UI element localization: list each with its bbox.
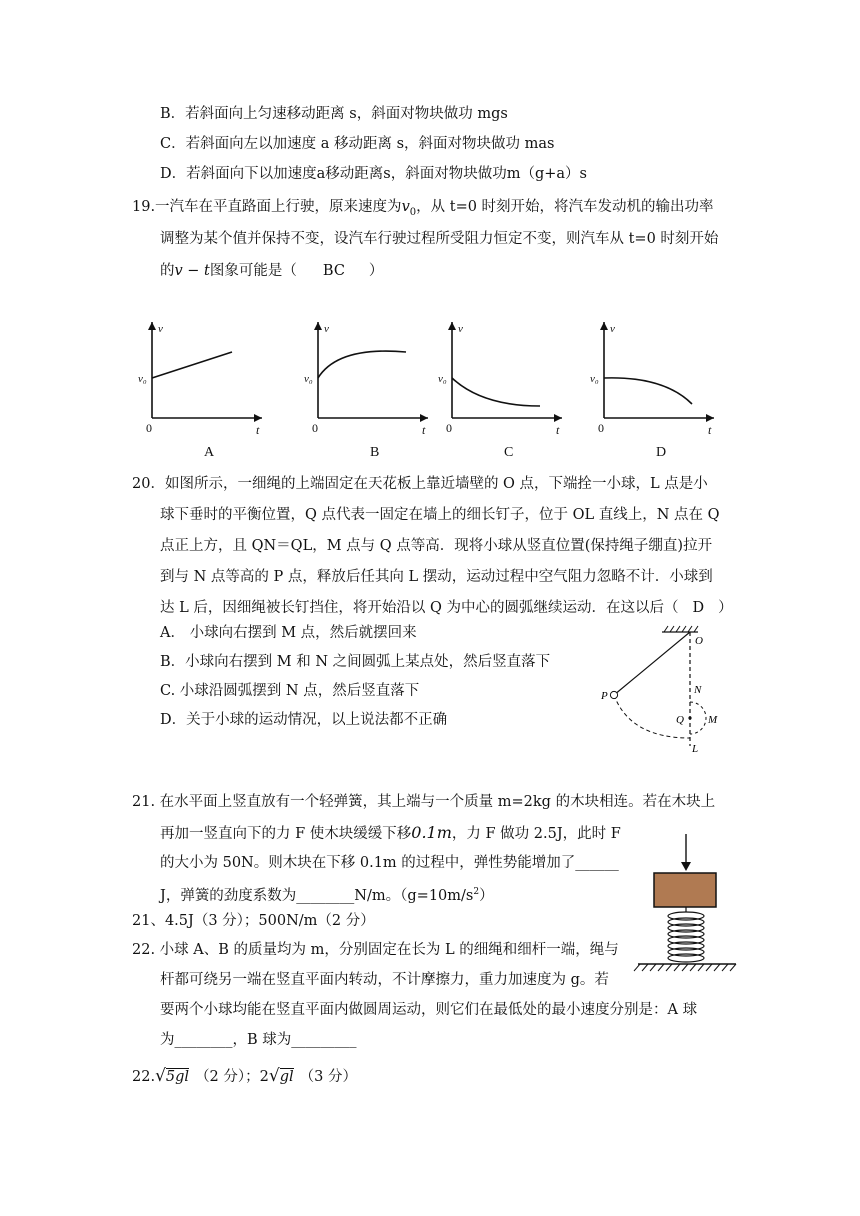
- graph-B-v0-label: v₀: [304, 373, 313, 385]
- graph-A-origin: 0: [146, 421, 152, 435]
- graph-A-t-arrow: [254, 414, 262, 422]
- q21-line-2: 再加一竖直向下的力 F 使木块缓缓下移0.1m，力 F 做功 2.5J，此时 F: [160, 823, 621, 842]
- graph-C-v0-label: v₀: [438, 373, 447, 385]
- sqrt-5gl: √5gl: [155, 1066, 190, 1086]
- q20-option-c: C. 小球沿圆弧摆到 N 点，然后竖直落下: [160, 683, 420, 699]
- graph-A-caption: A: [204, 445, 215, 460]
- graph-D-origin: 0: [598, 421, 604, 435]
- fig-label-o: O: [695, 635, 703, 647]
- graph-B-t-arrow: [420, 414, 428, 422]
- graph-C-v-arrow: [448, 322, 456, 330]
- graph-B-curve: [318, 351, 406, 378]
- graph-B-caption: B: [370, 445, 380, 460]
- graph-D-t-label: t: [708, 423, 712, 437]
- q19-vt-graphs: [0, 310, 860, 470]
- graph-D-v-arrow: [600, 322, 608, 330]
- fig-label-l: L: [692, 743, 699, 755]
- graph-B-v-label: v: [324, 323, 329, 335]
- graph-C-v-label: v: [458, 323, 463, 335]
- graph-D-v0-label: v₀: [590, 373, 599, 385]
- q21-line-1: 21. 在水平面上竖直放有一个轻弹簧，其上端与一个质量 m=2kg 的木块相连。若在木块上: [132, 794, 716, 810]
- fig-label-n: N: [694, 684, 702, 696]
- q18-option-c: C．若斜面向左以加速度 a 移动距离 s，斜面对物块做功 mas: [160, 136, 555, 152]
- q22-line-2: 杆都可绕另一端在竖直平面内转动，不计摩擦力，重力加速度为 g。若: [160, 972, 609, 988]
- graph-B-origin: 0: [312, 421, 318, 435]
- graph-C-curve: [452, 378, 540, 406]
- q20-pendulum-figure: [600, 626, 718, 756]
- q19-answer: BC: [322, 263, 345, 279]
- q21-answer: 21、4.5J（3 分）；500N/m（2 分）: [132, 913, 375, 929]
- q20-option-a: A． 小球向右摆到 M 点，然后就摆回来: [160, 625, 417, 641]
- graph-D-v-label: v: [610, 323, 615, 335]
- q19-line-2: 调整为某个值并保持不变，设汽车行驶过程所受阻力恒定不变，则汽车从 t=0 时刻开始: [160, 231, 719, 247]
- q22-line-4: 为________，B 球为_________: [160, 1032, 357, 1048]
- graph-C-caption: C: [504, 445, 514, 460]
- fig-label-q: Q: [676, 714, 684, 726]
- q18-option-d: D．若斜面向下以加速度a移动距离s，斜面对物块做功m（g+a）s: [160, 166, 587, 182]
- q21-line-3: 的大小为 50N。则木块在下移 0.1m 的过程中，弹性势能增加了______: [160, 855, 619, 871]
- graph-C-t-label: t: [556, 423, 560, 437]
- graph-D-curve: [604, 378, 692, 404]
- graph-C-t-arrow: [554, 414, 562, 422]
- graph-A-curve: [152, 352, 232, 378]
- sqrt-gl: √gl: [268, 1066, 294, 1086]
- q20-answer: D: [692, 600, 705, 616]
- q18-option-b: B．若斜面向上匀速移动距离 s，斜面对物块做功 mgs: [160, 106, 508, 122]
- graph-A-v-label: v: [158, 323, 163, 335]
- graph-B-v-arrow: [314, 322, 322, 330]
- q20-line-3: 点正上方，且 QN＝QL，M 点与 Q 点等高．现将小球从竖直位置(保持绳子绷直)拉开: [160, 538, 713, 554]
- graph-D-t-arrow: [706, 414, 714, 422]
- q22-line-1: 22. 小球 A、B 的质量均为 m，分别固定在长为 L 的细绳和细杆一端，绳与: [132, 942, 619, 958]
- q20-option-b: B．小球向右摆到 M 和 N 之间圆弧上某点处，然后竖直落下: [160, 654, 551, 670]
- q22-line-3: 要两个小球均能在竖直平面内做圆周运动，则它们在最低处的最小速度分别是：A 球: [160, 1002, 698, 1018]
- q21-spring-figure: [632, 834, 742, 974]
- graph-A-t-label: t: [256, 423, 260, 437]
- q20-line-2: 球下垂时的平衡位置，Q 点代表一固定在墙上的细长钉子，位于 OL 直线上，N 点在 Q: [160, 507, 720, 523]
- graph-A-v-arrow: [148, 322, 156, 330]
- q21-line-4: J，弹簧的劲度系数为________N/m。$(g=10m/s^2)$: [160, 887, 494, 904]
- q20-line-5: 达 L 后，因细绳被长钉挡住，将开始沿以 Q 为中心的圆弧继续运动．在这以后（ D ）: [160, 600, 733, 616]
- q19-line-1: 19.一汽车在平直路面上行驶，原来速度为$v_0$，从 t=0 时刻开始，将汽车发动机的输出功率: [132, 199, 714, 218]
- q22-answer: 22.√5gl （2 分）；2√gl （3 分）: [132, 1066, 357, 1086]
- q20-line-4: 到与 N 点等高的 P 点，释放后任其向 L 摆动，运动过程中空气阻力忽略不计．小球到: [160, 569, 713, 585]
- q20-line-1: 20．如图所示，一细绳的上端固定在天花板上靠近墙壁的 O 点，下端拴一小球，L 点是小: [132, 476, 708, 492]
- graph-C-origin: 0: [446, 421, 452, 435]
- q19-line-3: 的v − t图象可能是（ BC ）: [160, 263, 384, 279]
- graph-D-caption: D: [656, 445, 667, 460]
- fig-label-m: M: [708, 714, 718, 726]
- q20-option-d: D．关于小球的运动情况，以上说法都不正确: [160, 712, 448, 728]
- graph-A-v0-label: v₀: [138, 373, 147, 385]
- fig-label-p: P: [601, 690, 608, 702]
- graph-B-t-label: t: [422, 423, 426, 437]
